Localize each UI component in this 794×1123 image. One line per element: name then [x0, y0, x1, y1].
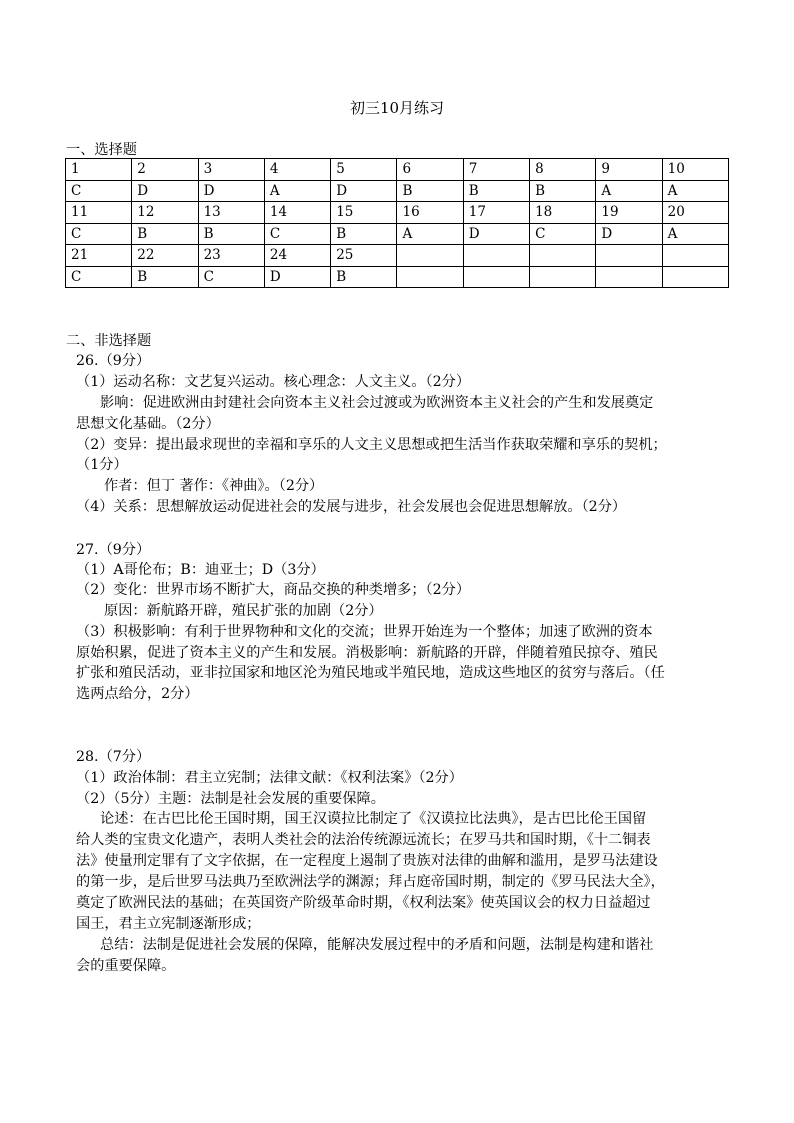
table-cell [662, 245, 728, 267]
table-cell: C [66, 180, 132, 202]
table-cell: A [397, 223, 463, 245]
table-cell: 6 [397, 159, 463, 181]
table-cell [530, 266, 596, 288]
q27-line: （1）A哥伦布；B：迪亚士；D（3分） [76, 562, 325, 578]
answer-table [65, 158, 729, 288]
table-cell: B [331, 266, 397, 288]
q27-line: 原因：新航路开辟，殖民扩张的加剧（2分） [104, 603, 383, 619]
q26-line: 影响：促进欧洲由封建社会向资本主义社会过渡或为欧洲资本主义社会的产生和发展奠定 [100, 395, 654, 411]
question-28-label: 28.（7分） [76, 749, 151, 765]
q27-line: 原始积累，促进了资本主义的产生和发展。消极影响：新航路的开辟，伴随着殖民掠夺、殖民 [76, 645, 658, 661]
table-cell: 19 [596, 202, 662, 224]
q27-line: （3）积极影响：有利于世界物种和文化的交流；世界开始连为一个整体；加速了欧洲的资本 [76, 624, 653, 640]
table-cell: B [198, 223, 264, 245]
table-row [66, 223, 729, 245]
table-cell: B [132, 223, 198, 245]
question-27-label: 27.（9分） [76, 542, 151, 558]
table-cell: D [264, 266, 330, 288]
table-cell: 15 [331, 202, 397, 224]
table-cell: C [66, 223, 132, 245]
table-cell: C [264, 223, 330, 245]
table-cell: 2 [132, 159, 198, 181]
table-cell: 23 [198, 245, 264, 267]
q28-line: （2）（5分）主题：法制是社会发展的重要保障。 [76, 791, 385, 807]
table-cell [463, 266, 529, 288]
table-cell: 3 [198, 159, 264, 181]
table-cell: B [397, 180, 463, 202]
table-cell: 9 [596, 159, 662, 181]
table-cell: D [596, 223, 662, 245]
q26-line: （2）变异：提出最求现世的幸福和享乐的人文主义思想或把生活当作获取荣耀和享乐的契机； [76, 437, 667, 453]
table-cell: 24 [264, 245, 330, 267]
table-cell: D [463, 223, 529, 245]
table-cell: 5 [331, 159, 397, 181]
q26-line: （1）运动名称：文艺复兴运动。核心理念：人文主义。（2分） [76, 374, 471, 390]
table-cell: 22 [132, 245, 198, 267]
table-cell [397, 266, 463, 288]
q26-line: 作者：但丁 著作：《神曲》。（2分） [104, 478, 324, 494]
table-cell: 18 [530, 202, 596, 224]
table-cell: 21 [66, 245, 132, 267]
table-cell: B [530, 180, 596, 202]
table-cell: B [331, 223, 397, 245]
table-cell: 8 [530, 159, 596, 181]
section-heading-choice: 一、选择题 [66, 142, 137, 158]
table-cell: 7 [463, 159, 529, 181]
table-cell: B [132, 266, 198, 288]
table-cell: A [596, 180, 662, 202]
q28-line: 国王，君主立宪制逐渐形成； [76, 916, 261, 932]
q28-line: 论述：在古巴比伦王国时期，国王汉谟拉比制定了《汉谟拉比法典》，是古巴比伦王国留 [100, 811, 647, 827]
table-row [66, 245, 729, 267]
table-cell [530, 245, 596, 267]
table-row [66, 266, 729, 288]
q28-line: 给人类的宝贵文化遗产，表明人类社会的法治传统源远流长；在罗马共和国时期，《十二铜表 [76, 832, 651, 848]
q28-line: （1）政治体制：君主立宪制；法律文献：《权利法案》（2分） [76, 770, 463, 786]
q26-line: （4）关系：思想解放运动促进社会的发展与进步，社会发展也会促进思想解放。（2分） [76, 499, 627, 515]
q27-line: 选两点给分，2分） [76, 686, 199, 702]
q26-line: 思想文化基础。（2分） [76, 416, 220, 432]
table-cell: A [264, 180, 330, 202]
table-cell: 13 [198, 202, 264, 224]
question-26-label: 26.（9分） [76, 353, 151, 369]
section-heading-nonchoice: 二、非选择题 [66, 333, 152, 349]
q27-line: （2）变化：世界市场不断扩大，商品交换的种类增多；（2分） [76, 582, 471, 598]
table-cell: 11 [66, 202, 132, 224]
table-row [66, 202, 729, 224]
table-cell [662, 266, 728, 288]
table-row [66, 159, 729, 181]
table-cell: D [331, 180, 397, 202]
table-cell: 12 [132, 202, 198, 224]
table-cell: 25 [331, 245, 397, 267]
table-cell [596, 266, 662, 288]
table-cell [397, 245, 463, 267]
q28-line: 总结：法制是促进社会发展的保障，能解决发展过程中的矛盾和问题，法制是构建和谐社 [100, 937, 654, 953]
table-cell: C [66, 266, 132, 288]
table-cell: 1 [66, 159, 132, 181]
table-cell: B [463, 180, 529, 202]
table-row [66, 180, 729, 202]
q27-line: 扩张和殖民活动，亚非拉国家和地区沦为殖民地或半殖民地，造成这些地区的贫穷与落后。（任 [76, 665, 665, 681]
table-cell: A [662, 223, 728, 245]
page-title: 初三10月练习 [349, 99, 445, 117]
table-cell: 10 [662, 159, 728, 181]
table-cell: C [530, 223, 596, 245]
q28-line: 的第一步，是后世罗马法典乃至欧洲法学的渊源；拜占庭帝国时期，制定的《罗马民法大全》， [76, 874, 665, 890]
table-cell: 16 [397, 202, 463, 224]
table-cell: 4 [264, 159, 330, 181]
table-cell: 17 [463, 202, 529, 224]
table-cell [463, 245, 529, 267]
table-cell: 20 [662, 202, 728, 224]
table-cell [596, 245, 662, 267]
table-cell: D [132, 180, 198, 202]
table-cell: D [198, 180, 264, 202]
table-cell: C [198, 266, 264, 288]
q28-line: 奠定了欧洲民法的基础；在英国资产阶级革命时期，《权利法案》使英国议会的权力日益超过 [76, 895, 651, 911]
table-cell: 14 [264, 202, 330, 224]
table-cell: A [662, 180, 728, 202]
q28-line: 法》使量刑定罪有了文字依据，在一定程度上遏制了贵族对法律的曲解和滥用，是罗马法建设 [76, 853, 658, 869]
q28-line: 会的重要保障。 [76, 958, 176, 974]
q26-line: （1分） [76, 457, 128, 473]
